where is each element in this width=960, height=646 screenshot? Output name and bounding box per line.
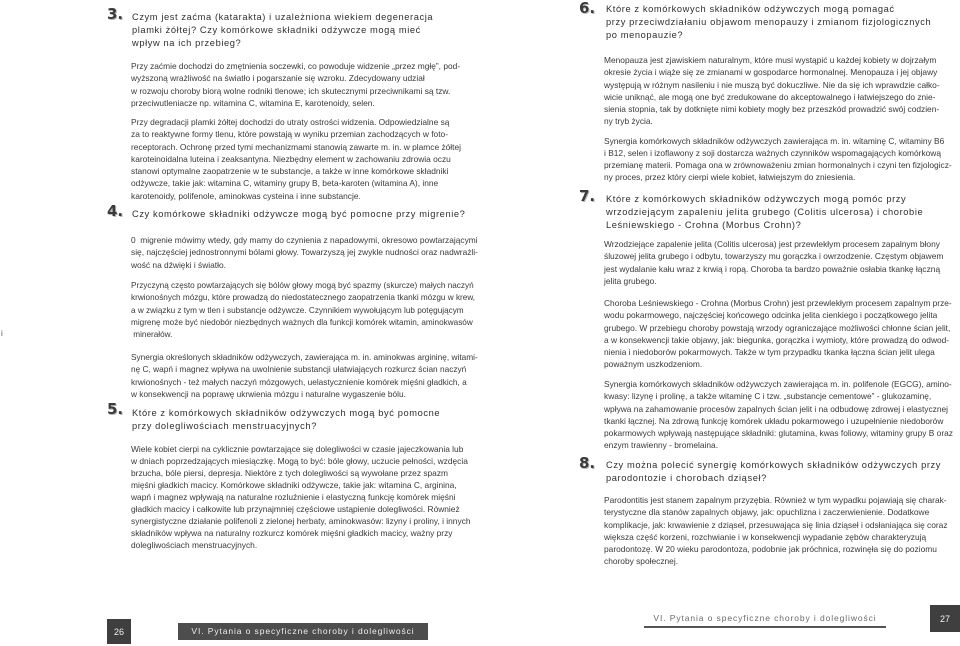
right-page (480, 0, 960, 646)
answer-paragraph: Synergia komórkowych składników odżywczych zawierająca m. in. witaminę C, witaminy B6 i B12, selen i izoflawony z soji dostarcza ważnych czynników wspomagających komórkową przemianę materii. Pomaga ona w zrównoważeniu zmian hormonalnych i czyni ten fizjologicz- ny proces, przez który cierpi wiele kobiet, łatwiejszym do zniesienia. (604, 136, 952, 182)
question-number: 8. (579, 454, 596, 472)
answer-paragraph: Menopauza jest zjawiskiem naturalnym, które musi wystąpić u każdej kobiety w dojrzałym okresie życia i wiąże się ze zmianami w gospodarce hormonalnej. Menopauza i jej objawy występują w różnym nasileniu i nie muszą być dokuczliwe. Nie da się ich wprawdzie całko- wicie uniknąć, ale mogą one być zredukowane do akceptowalnego i łatwiejszego do znie- sienia stopnia, tak by dotknięte nimi kobiety mogły bez przeszkód prowadzić swój codzien- ny tryb życia. (604, 55, 940, 127)
answer-paragraph: Parodontitis jest stanem zapalnym przyzębia. Również w tym wypadku pojawiają się charak- terystyczne dla stanów zapalnych objawy, jak: opuchlizna i zaczerwienienie. Dodatkowe komplikacje, jak: krwawienie z dziąseł, przesuwająca się linia dziąseł i odsłaniająca się coraz większa część korzeni, rozchwianie i w konsekwencji wypadanie zębów charakteryzują parodontozę. W 20 wieku parodontoza, podobnie jak próchnica, rozwinęła się do poziomu choroby społecznej. (604, 495, 948, 567)
question-number: 3. (107, 5, 124, 23)
question-text: Które z komórkowych składników odżywczych mogą pomagać przy przeciwdziałaniu objawom menopauzy i zmianom fizjologicznych po menopauzie? (606, 4, 932, 40)
question-number: 6. (579, 0, 596, 17)
question-number: 7. (579, 187, 596, 205)
footer-section-title: VI. Pytania o specyficzne choroby i dolegliwości (644, 611, 886, 628)
answer-paragraph: Przyczyną często powtarzających się bólów głowy mogą być spazmy (skurcze) małych naczyń krwionośnych mózgu, które prowadzą do niedostatecznego zaopatrzenia tkanki mózgu w krew, a w związku z tym w tlen i substancje odżywcze. Czynnikiem wywołującym lub potęgującym migrenę może być niedobór niezbędnych ważnych dla funkcji komórek witamin, aminokwasów minerałów. (131, 281, 476, 340)
page-number: 26 (107, 619, 131, 644)
answer-paragraph: Przy zaćmie dochodzi do zmętnienia soczewki, co powoduje widzenie „przez mgłę”, pod- wyższoną wrażliwość na światło i pogarszanie się wzroku. Zdecydowany udział w rozwoju choroby biorą wolne rodniki tlenowe; ich skutecznymi przeciwnikami są tzw. przeciwutleniacze np. witamina C, witamina E, karotenoidy, selen. (131, 61, 461, 108)
answer-paragraph: Choroba Leśniewskiego - Crohna (Morbus Crohn) jest przewlekłym procesem zapalnym prze- wodu pokarmowego, najczęściej końcowego odcinka jelita cienkiego i początkowego jelita grubego. W przebiegu choroby powstają wrzody ograniczające możliwości chłonne ścian jelit, a w konsekwencji takie objawy, jak: biegunka, gorączka i wymioty, które prowadzą do odwod- nienia i niedoborów pokarmowych. Także w tym przypadku tkanka łączna ścian jelit ulega poważnym uszkodzeniom. (604, 298, 952, 370)
question-text: Które z komórkowych składników odżywczych mogą być pomocne przy dolegliwościach menstruacyjnych? (132, 408, 441, 431)
question-text: Czym jest zaćma (katarakta) i uzależniona wiekiem degeneracja plamki żółtej? Czy komórkowe składniki odżywcze mogą mieć wpływ na ich przebieg? (132, 12, 434, 48)
answer-paragraph: Wrzodziejące zapalenie jelita (Colitis ulcerosa) jest przewlekłym procesem zapalnym błony śluzowej jelita grubego i odbytu, towarzyszy mu gorączka i owrzodzenie. Częstym objawem jest wydalanie kału wraz z krwią i ropą. Choroba ta bardzo poważnie osłabia tkankę łączną jelita grubego. (604, 239, 944, 286)
footer-section-title: VI. Pytania o specyficzne choroby i dolegliwości (178, 623, 428, 640)
question-text: Które z komórkowych składników odżywczych mogą pomóc przy wrzodziejącym zapaleniu jelita grubego (Colitis ulcerosa) i chorobie Leśniewskiego - Crohna (Morbus Crohn)? (606, 194, 924, 230)
page-number: 27 (930, 605, 960, 632)
answer-paragraph: Przy degradacji plamki żółtej dochodzi do utraty ostrości widzenia. Odpowiedzialne są za to reaktywne formy tlenu, które powstają w wyniku przemian zachodzących w foto- receptorach. Ochronę przed tymi mechanizmami stanowią zawarte m. in. w plamce żółtej karoteinoidalna luteina i zeaksantyna. Niezbędny element w zachowaniu zdrowia oczu stanowi optymalne zaopatrzenie w te substancje, a także w inne komórkowe składniki odżywcze, takie jak: witamina C, witaminy grupy B, beta-karoten (witamina A), inne karotenoidy, polifenole, aminokwas cysteina i inne substancje. (131, 117, 462, 201)
question-number: 4. (107, 202, 124, 220)
answer-paragraph: 0 migrenie mówimy wtedy, gdy mamy do czynienia z napadowymi, okresowo powtarzającymi się, najczęściej jednostronnymi bólami głowy. Towarzyszą jej zwykle nudności oraz nadwrażli- wość na dźwięki i światło. (131, 235, 478, 270)
margin-mark: i (1, 329, 3, 338)
question-text: Czy komórkowe składniki odżywcze mogą być pomocne przy migrenie? (132, 209, 466, 219)
answer-paragraph: Wiele kobiet cierpi na cyklicznie powtarzające się dolegliwości w czasie jajeczkowania lub w dniach poprzedzających miesiączkę. Mogą to być: bóle głowy, uczucie pełności, wzdęcia brzucha, bóle piersi, depresja. Niektóre z tych dolegliwości są wywołane przez spazm mięśni gładkich macicy. Komórkowe składniki odżywcze, takie jak: witamina C, arginina, wapń i magnez wpływają na naturalne rozluźnienie i elastyczną funkcję komórek mięśni gładkich macicy i całkowite lub przynajmniej częściowe ustąpienie dolegliwości. Również synergistyczne działanie polifenoli z zielonej herbaty, aminokwasów: lizyny i proliny, i innych składników wpływa na naturalny rozkurcz komórek mięśni gładkich macicy, ważny przy dolegliwościach menstruacyjnych. (131, 444, 471, 550)
question-number: 5. (107, 400, 124, 418)
answer-paragraph: Synergia komórkowych składników odżywczych zawierająca m. in. polifenole (EGCG), amino- kwasy: lizynę i prolinę, a także witaminę C i tzw. „substancje cementowe” - glukozaminę, wpływa na zahamowanie procesów zapalnych ścian jelit i na odbudowę zdrowej i elastycznej tkanki łącznej. Na zdrową funkcję komórek układu pokarmowego i uzupełnienie niedoborów pokarmowych wpływają następujące składniki: glutamina, kwas foliowy, witaminy grupy B oraz enzym trawienny - bromelaina. (604, 379, 953, 451)
answer-paragraph: Synergia określonych składników odżywczych, zawierająca m. in. aminokwas argininę, witami- nę C, wapń i magnez wpływa na uwolnienie substancji ułatwiających rozkurcz ścian naczyń krwionośnych - też małych naczyń mózgowych, uelastycznienie komórek mięśni gładkich, a w konsekwencji na poprawę ukrwienia mózgu i naturalne wygaszenie bólu. (131, 352, 478, 399)
question-text: Czy można polecić synergię komórkowych składników odżywczych przy parodontozie i chorobach dziąseł? (606, 460, 942, 483)
